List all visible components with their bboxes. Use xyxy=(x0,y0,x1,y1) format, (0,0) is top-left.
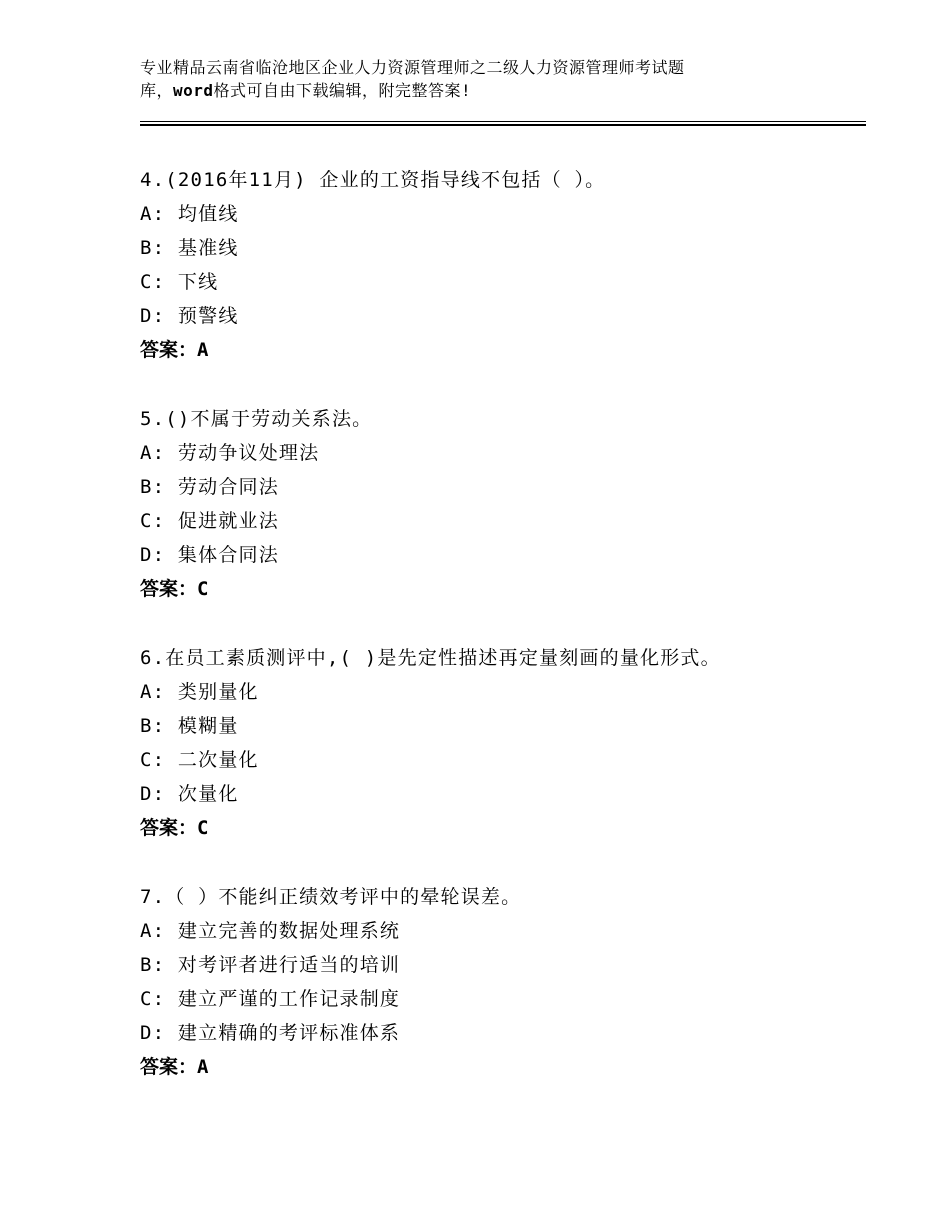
header-line-2-prefix: 库， xyxy=(140,81,174,100)
header-word-label: word xyxy=(173,81,214,100)
answer-label: 答案：A xyxy=(140,1056,209,1078)
option-a: A: 类别量化 xyxy=(140,681,259,703)
header-line-2 xyxy=(140,79,780,102)
option-c: C: 建立严谨的工作记录制度 xyxy=(140,988,401,1010)
option-d: D: 建立精确的考评标准体系 xyxy=(140,1022,401,1044)
question-4 xyxy=(140,163,870,367)
question-6 xyxy=(140,641,870,845)
option-c: C: 促进就业法 xyxy=(140,510,279,532)
option-a: A: 建立完善的数据处理系统 xyxy=(140,920,401,942)
option-c: C: 二次量化 xyxy=(140,749,259,771)
option-d: D: 次量化 xyxy=(140,783,239,805)
option-c: C: 下线 xyxy=(140,271,219,293)
option-b: B: 对考评者进行适当的培训 xyxy=(140,954,401,976)
option-d: D: 预警线 xyxy=(140,305,239,327)
header-divider-thick xyxy=(140,124,866,126)
question-list xyxy=(140,163,870,1119)
answer-label: 答案：C xyxy=(140,817,209,839)
option-a: A: 均值线 xyxy=(140,203,239,225)
document-header xyxy=(140,56,780,102)
header-line-1: 专业精品云南省临沧地区企业人力资源管理师之二级人力资源管理师考试题 xyxy=(140,58,685,77)
option-d: D: 集体合同法 xyxy=(140,544,279,566)
option-b: B: 模糊量 xyxy=(140,715,239,737)
question-stem: 5.()不属于劳动关系法。 xyxy=(140,408,373,430)
question-stem: 4.(2016年11月) 企业的工资指导线不包括（ ）。 xyxy=(140,169,606,191)
answer-label: 答案：A xyxy=(140,339,209,361)
option-b: B: 劳动合同法 xyxy=(140,476,279,498)
question-5 xyxy=(140,402,870,606)
question-stem: 6.在员工素质测评中,( )是先定性描述再定量刻画的量化形式。 xyxy=(140,647,721,669)
question-7 xyxy=(140,880,870,1084)
option-b: B: 基准线 xyxy=(140,237,239,259)
answer-label: 答案：C xyxy=(140,578,209,600)
question-stem: 7.（ ）不能纠正绩效考评中的晕轮误差。 xyxy=(140,886,522,908)
header-line-2-suffix: 格式可自由下载编辑，附完整答案! xyxy=(213,81,472,100)
option-a: A: 劳动争议处理法 xyxy=(140,442,320,464)
header-divider-thin xyxy=(140,121,866,122)
